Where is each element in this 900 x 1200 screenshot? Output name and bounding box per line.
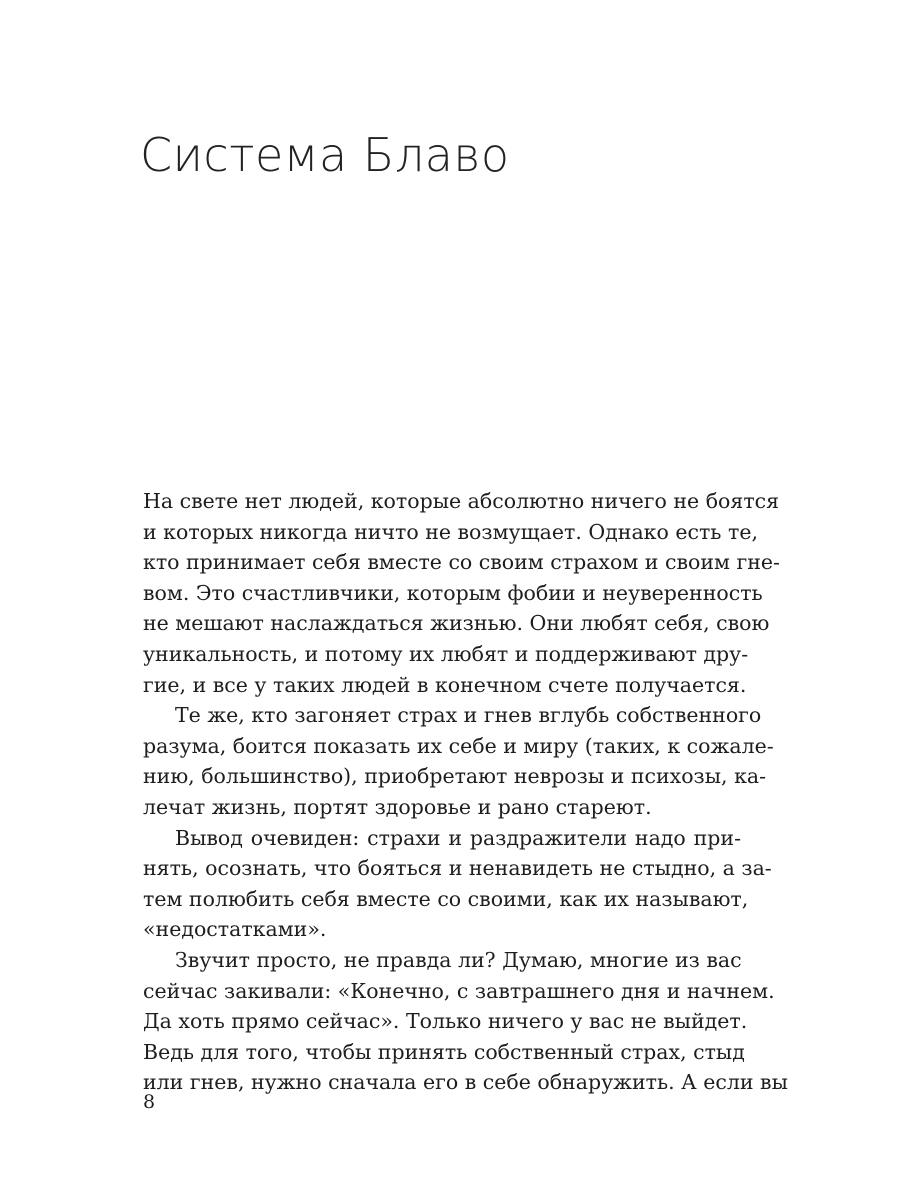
text-line: тем полюбить себя вместе со своими, как их называют, [143,886,749,911]
chapter-title: Система Блаво [140,128,510,182]
text-line: или гнев, нужно сначала его в себе обнаружить. А если вы [143,1070,788,1095]
page-number: 8 [143,1091,156,1113]
text-line: кто принимает себя вместе со своим страхом и своим гне- [143,550,780,575]
text-line: Да хоть прямо сейчас». Только ничего у вас не выйдет. [143,1009,748,1034]
text-line: нять, осознать, что бояться и ненавидеть не стыдно, а за- [143,856,772,881]
text-line: и которых никогда ничто не возмущает. Однако есть те, [143,519,758,544]
text-line: лечат жизнь, портят здоровье и рано стареют. [143,794,652,819]
text-line: На свете нет людей, которые абсолютно ничего не боятся [143,489,780,513]
text-line: сейчас закивали: «Конечно, с завтрашнего дня и начнем. [143,978,775,1003]
text-line: «недостатками». [143,917,327,942]
text-line: Ведь для того, чтобы принять собственный страх, стыд [143,1039,745,1064]
text-line: уникальность, и потому их любят и поддерживают дру- [143,641,749,666]
text-line: Вывод очевиден: страхи и раздражители надо при- [175,825,741,850]
text-line: Звучит просто, не правда ли? Думаю, многие из вас [175,947,742,972]
text-line: Те же, кто загоняет страх и гнев вглубь собственного [175,703,762,728]
text-line: не мешают наслаждаться жизнью. Они любят себя, свою [143,611,770,636]
text-line: нию, большинство), приобретают неврозы и психозы, ка- [143,764,767,789]
text-line: разума, боится показать их себе и миру (таких, к сожале- [143,733,774,758]
body-text [143,486,788,1098]
text-line: вом. Это счастливчики, которым фобии и неуверенность [143,580,763,605]
text-line: гие, и все у таких людей в конечном счете получается. [143,672,747,697]
